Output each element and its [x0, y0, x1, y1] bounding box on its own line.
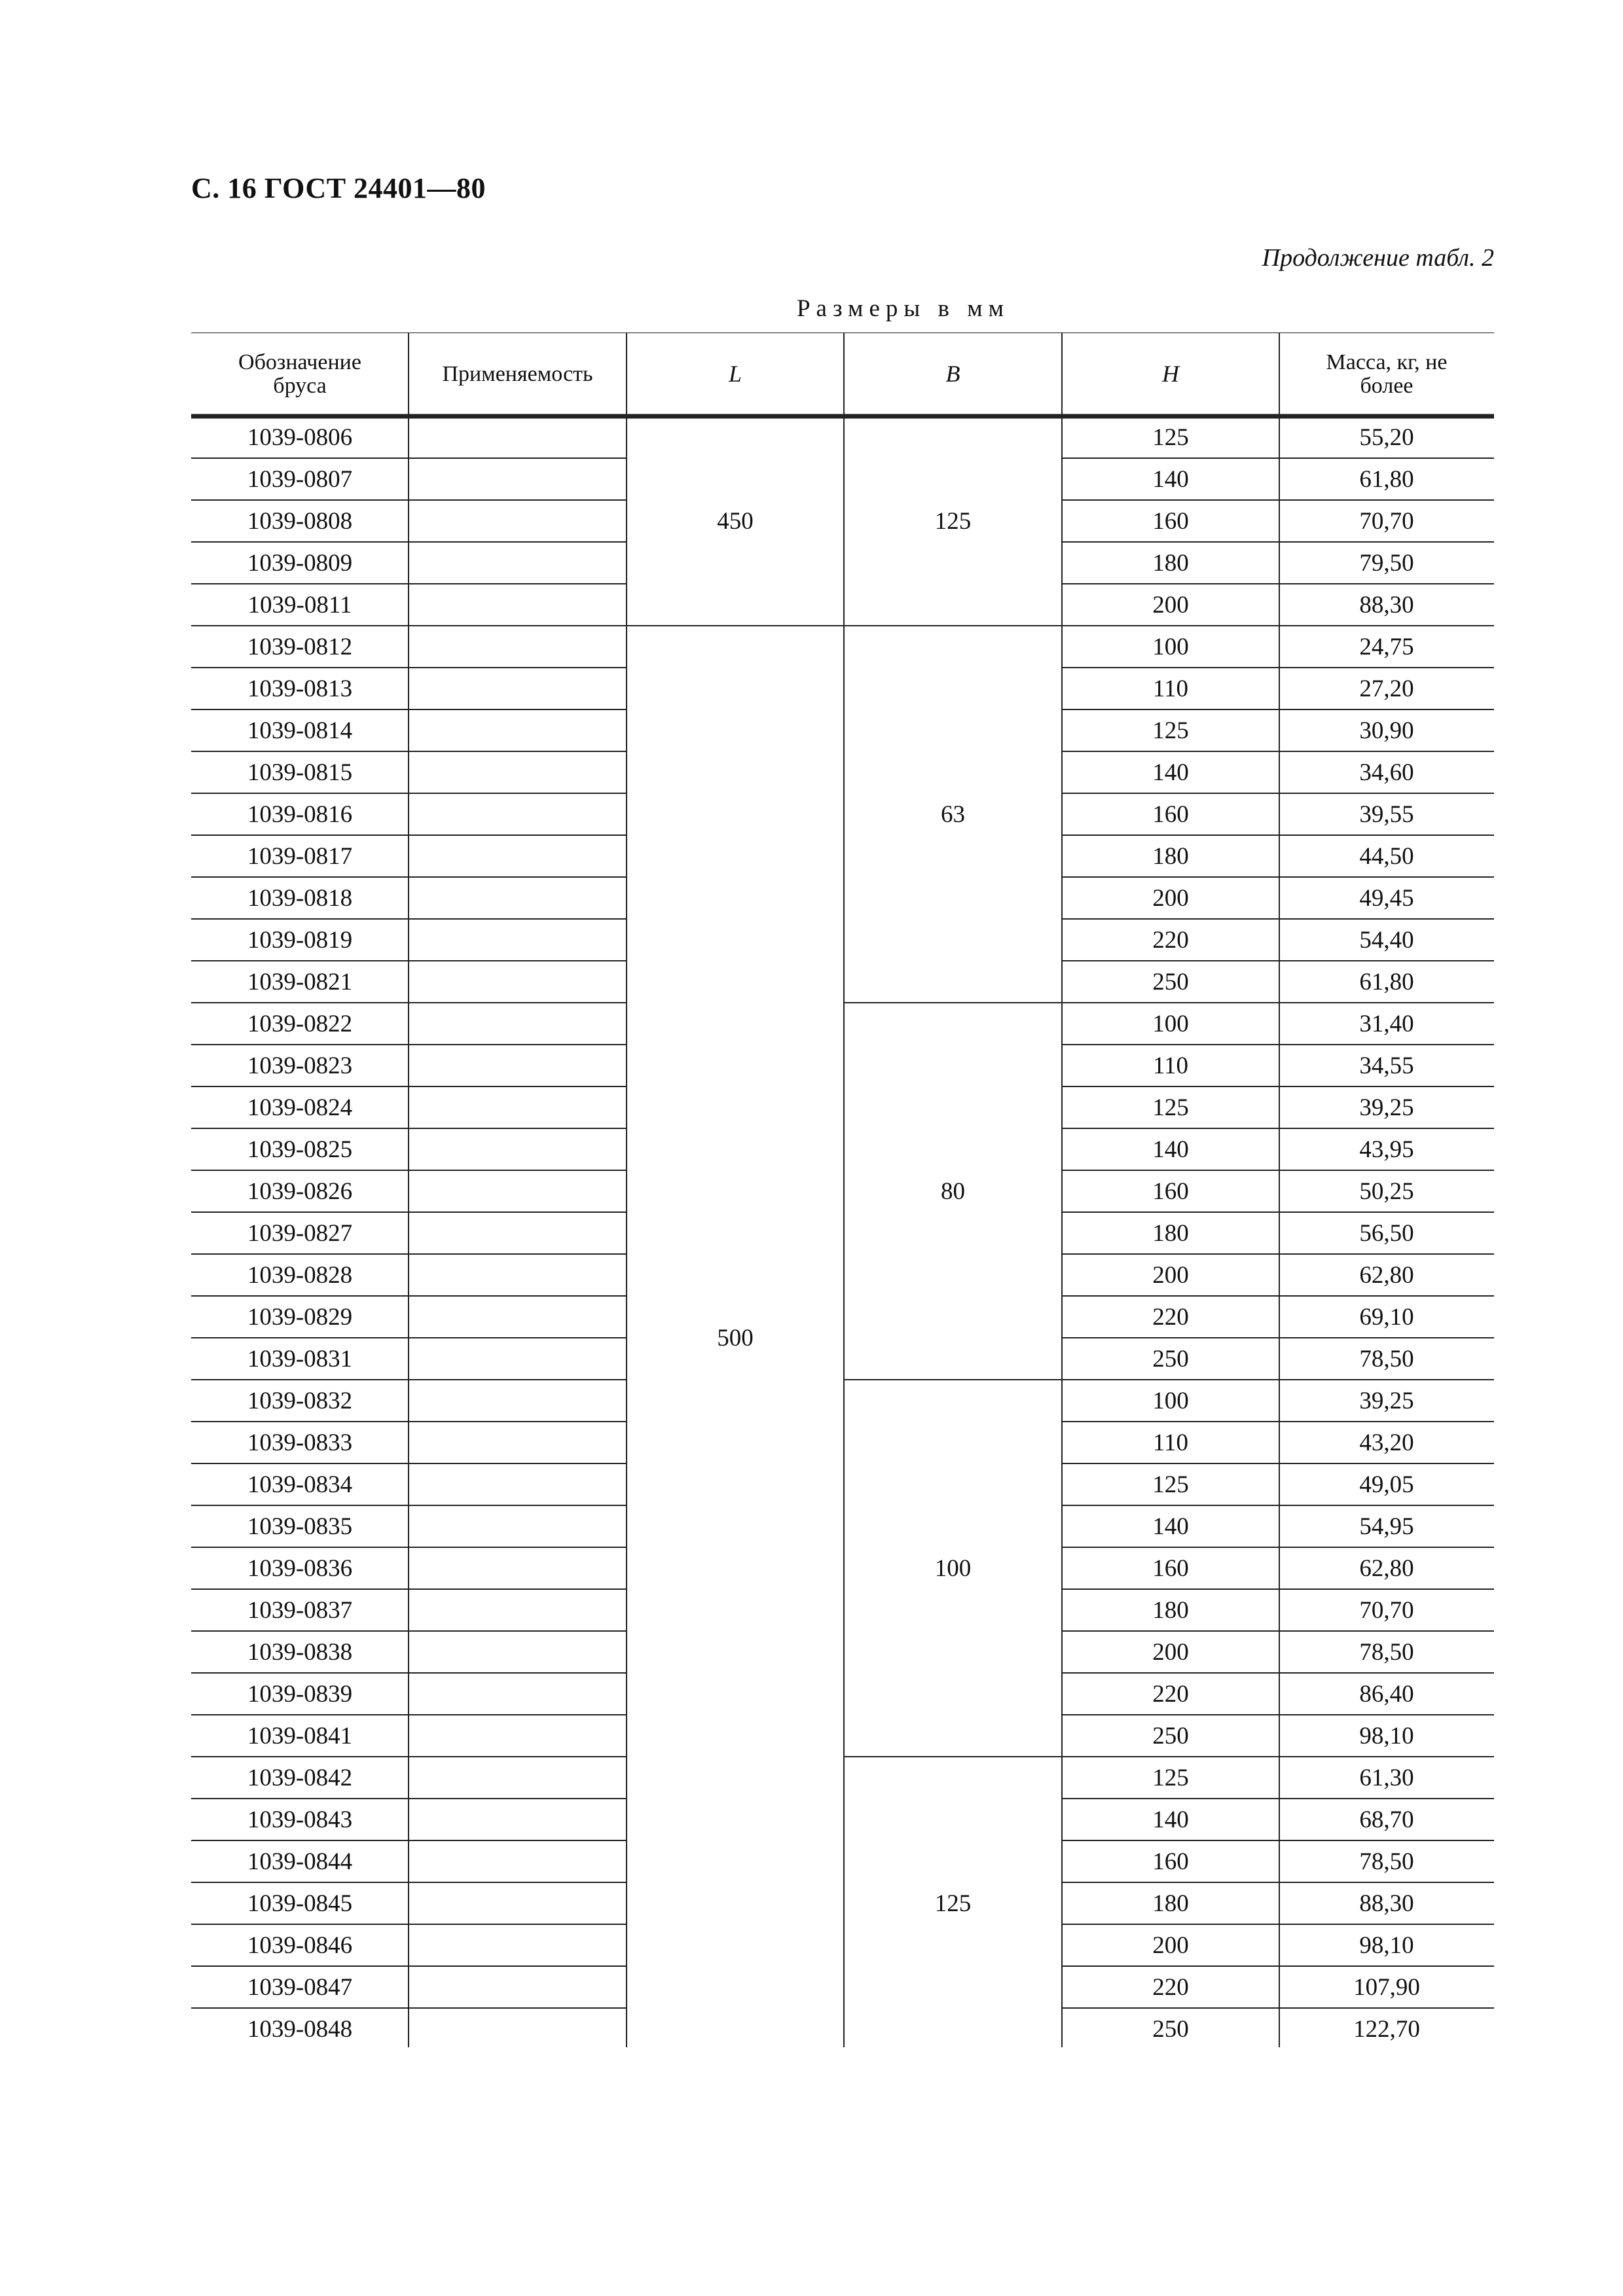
cell-mass: 61,80 — [1359, 968, 1414, 996]
cell-mass: 86,40 — [1359, 1680, 1414, 1708]
cell-designation: 1039-0838 — [247, 1638, 353, 1666]
cell-designation: 1039-0818 — [247, 884, 353, 912]
cell-applicability — [409, 1170, 627, 1212]
cell-mass: 39,55 — [1359, 800, 1414, 828]
cell-mass: 62,80 — [1359, 1261, 1414, 1289]
cell-mass: 122,70 — [1353, 2015, 1420, 2043]
cell-mass: 31,40 — [1359, 1010, 1414, 1037]
cell-applicability — [409, 1296, 627, 1338]
cell-h: 100 — [1152, 1010, 1189, 1037]
cell-applicability — [409, 1254, 627, 1296]
cell-designation: 1039-0832 — [247, 1387, 353, 1414]
cell-designation: 1039-0847 — [247, 1973, 353, 2001]
cell-h: 200 — [1152, 591, 1189, 619]
cell-applicability — [409, 416, 627, 458]
cell-applicability — [409, 1882, 627, 1924]
cell-h: 180 — [1152, 549, 1189, 577]
cell-applicability — [409, 1547, 627, 1589]
cell-h: 140 — [1152, 1136, 1189, 1163]
cell-designation: 1039-0806 — [247, 423, 353, 451]
cell-mass: 54,40 — [1359, 926, 1414, 954]
cell-mass: 78,50 — [1359, 1848, 1414, 1875]
cell-h: 125 — [1152, 1471, 1189, 1498]
cell-mass: 107,90 — [1353, 1973, 1420, 2001]
cell-h: 180 — [1152, 842, 1189, 870]
cell-h: 220 — [1152, 926, 1189, 954]
cell-designation: 1039-0831 — [247, 1345, 353, 1372]
cell-mass: 49,45 — [1359, 884, 1414, 912]
cell-applicability — [409, 1966, 627, 2008]
cell-mass: 50,25 — [1359, 1177, 1414, 1205]
cell-h: 220 — [1152, 1973, 1189, 2001]
header-L: L — [728, 361, 742, 387]
cell-applicability — [409, 1380, 627, 1422]
cell-mass: 56,50 — [1359, 1219, 1414, 1247]
cell-mass: 78,50 — [1359, 1638, 1414, 1666]
cell-applicability — [409, 793, 627, 835]
cell-designation: 1039-0836 — [247, 1554, 353, 1582]
cell-applicability — [409, 709, 627, 751]
cell-mass: 44,50 — [1359, 842, 1414, 870]
cell-b-group: 63 — [941, 800, 965, 828]
cell-h: 100 — [1152, 633, 1189, 660]
cell-mass: 54,95 — [1359, 1513, 1414, 1540]
cell-applicability — [409, 2008, 627, 2050]
cell-h: 140 — [1152, 759, 1189, 786]
cell-applicability — [409, 1631, 627, 1673]
cell-mass: 39,25 — [1359, 1387, 1414, 1414]
cell-designation: 1039-0839 — [247, 1680, 353, 1708]
cell-designation: 1039-0822 — [247, 1010, 353, 1037]
cell-applicability — [409, 1715, 627, 1757]
cell-applicability — [409, 1086, 627, 1128]
cell-designation: 1039-0811 — [247, 591, 352, 619]
cell-h: 180 — [1152, 1890, 1189, 1917]
cell-mass: 70,70 — [1359, 1596, 1414, 1624]
cell-mass: 98,10 — [1359, 1722, 1414, 1749]
cell-mass: 78,50 — [1359, 1345, 1414, 1372]
cell-b-group: 100 — [934, 1554, 972, 1582]
cell-l-group: 500 — [717, 1324, 754, 1352]
cell-h: 140 — [1152, 1806, 1189, 1833]
cell-applicability — [409, 542, 627, 584]
cell-h: 250 — [1152, 1345, 1189, 1372]
page-title: С. 16 ГОСТ 24401—80 — [191, 172, 486, 204]
cell-applicability — [409, 1422, 627, 1463]
cell-applicability — [409, 919, 627, 961]
cell-h: 220 — [1152, 1680, 1189, 1708]
header-H: H — [1162, 361, 1179, 387]
cell-applicability — [409, 1212, 627, 1254]
cell-applicability — [409, 626, 627, 668]
cell-designation: 1039-0848 — [247, 2015, 353, 2043]
cell-applicability — [409, 500, 627, 542]
cell-h: 160 — [1152, 800, 1189, 828]
cell-designation: 1039-0844 — [247, 1848, 353, 1875]
cell-applicability — [409, 584, 627, 626]
header-mass: Масса, кг, не более — [1326, 350, 1448, 398]
cell-mass: 49,05 — [1359, 1471, 1414, 1498]
cell-h: 110 — [1152, 1052, 1189, 1079]
cell-applicability — [409, 1003, 627, 1045]
cell-applicability — [409, 668, 627, 709]
cell-applicability — [409, 877, 627, 919]
cell-h: 250 — [1152, 1722, 1189, 1749]
dimensions-table — [191, 332, 1494, 2047]
header-applicability: Применяемость — [442, 362, 593, 387]
cell-mass: 98,10 — [1359, 1931, 1414, 1959]
cell-applicability — [409, 1924, 627, 1966]
cell-mass: 88,30 — [1359, 591, 1414, 619]
cell-h: 160 — [1152, 1177, 1189, 1205]
cell-b-group: 125 — [934, 1890, 972, 1917]
cell-mass: 30,90 — [1359, 717, 1414, 744]
cell-designation: 1039-0826 — [247, 1177, 353, 1205]
cell-mass: 43,20 — [1359, 1429, 1414, 1456]
cell-designation: 1039-0808 — [247, 507, 353, 535]
cell-h: 220 — [1152, 1303, 1189, 1331]
cell-applicability — [409, 751, 627, 793]
cell-h: 110 — [1152, 1429, 1189, 1456]
cell-designation: 1039-0837 — [247, 1596, 353, 1624]
cell-h: 250 — [1152, 968, 1189, 996]
cell-designation: 1039-0829 — [247, 1303, 353, 1331]
cell-h: 125 — [1152, 1094, 1189, 1121]
cell-h: 140 — [1152, 465, 1189, 493]
cell-mass: 88,30 — [1359, 1890, 1414, 1917]
cell-designation: 1039-0843 — [247, 1806, 353, 1833]
cell-designation: 1039-0834 — [247, 1471, 353, 1498]
cell-designation: 1039-0842 — [247, 1764, 353, 1791]
cell-h: 125 — [1152, 423, 1189, 451]
header-B: B — [945, 361, 960, 387]
cell-applicability — [409, 1673, 627, 1715]
cell-designation: 1039-0846 — [247, 1931, 353, 1959]
cell-mass: 43,95 — [1359, 1136, 1414, 1163]
cell-designation: 1039-0815 — [247, 759, 353, 786]
cell-applicability — [409, 1505, 627, 1547]
cell-designation: 1039-0816 — [247, 800, 353, 828]
cell-designation: 1039-0845 — [247, 1890, 353, 1917]
header-designation: Обозначение бруса — [238, 350, 361, 398]
cell-mass: 34,60 — [1359, 759, 1414, 786]
cell-applicability — [409, 1338, 627, 1380]
cell-h: 200 — [1152, 1261, 1189, 1289]
cell-designation: 1039-0833 — [247, 1429, 353, 1456]
cell-mass: 27,20 — [1359, 675, 1414, 702]
units-caption: Размеры в мм — [796, 295, 1010, 322]
cell-mass: 68,70 — [1359, 1806, 1414, 1833]
cell-h: 180 — [1152, 1219, 1189, 1247]
cell-applicability — [409, 835, 627, 877]
cell-applicability — [409, 1840, 627, 1882]
cell-mass: 79,50 — [1359, 549, 1414, 577]
cell-mass: 61,30 — [1359, 1764, 1414, 1791]
cell-h: 100 — [1152, 1387, 1189, 1414]
cell-mass: 39,25 — [1359, 1094, 1414, 1121]
cell-designation: 1039-0823 — [247, 1052, 353, 1079]
cell-b-group: 125 — [934, 507, 972, 535]
cell-designation: 1039-0819 — [247, 926, 353, 954]
cell-designation: 1039-0814 — [247, 717, 353, 744]
cell-mass: 55,20 — [1359, 423, 1414, 451]
cell-designation: 1039-0817 — [247, 842, 353, 870]
cell-h: 200 — [1152, 1638, 1189, 1666]
cell-designation: 1039-0835 — [247, 1513, 353, 1540]
cell-h: 125 — [1152, 1764, 1189, 1791]
cell-applicability — [409, 1045, 627, 1086]
cell-designation: 1039-0813 — [247, 675, 353, 702]
cell-applicability — [409, 1463, 627, 1505]
cell-designation: 1039-0841 — [247, 1722, 353, 1749]
cell-designation: 1039-0809 — [247, 549, 353, 577]
cell-h: 160 — [1152, 1848, 1189, 1875]
cell-h: 250 — [1152, 2015, 1189, 2043]
cell-applicability — [409, 961, 627, 1003]
cell-designation: 1039-0827 — [247, 1219, 353, 1247]
cell-l-group: 450 — [717, 507, 754, 535]
cell-designation: 1039-0807 — [247, 465, 353, 493]
cell-applicability — [409, 1757, 627, 1799]
cell-designation: 1039-0824 — [247, 1094, 353, 1121]
cell-b-group: 80 — [941, 1177, 965, 1205]
cell-h: 160 — [1152, 1554, 1189, 1582]
cell-h: 125 — [1152, 717, 1189, 744]
cell-designation: 1039-0821 — [247, 968, 353, 996]
cell-mass: 34,55 — [1359, 1052, 1414, 1079]
cell-mass: 61,80 — [1359, 465, 1414, 493]
cell-designation: 1039-0825 — [247, 1136, 353, 1163]
cell-mass: 70,70 — [1359, 507, 1414, 535]
cell-applicability — [409, 1799, 627, 1840]
cell-mass: 24,75 — [1359, 633, 1414, 660]
cell-h: 140 — [1152, 1513, 1189, 1540]
cell-designation: 1039-0812 — [247, 633, 353, 660]
table-continuation-label: Продолжение табл. 2 — [1262, 244, 1494, 272]
cell-applicability — [409, 1128, 627, 1170]
cell-applicability — [409, 1589, 627, 1631]
cell-h: 200 — [1152, 1931, 1189, 1959]
cell-designation: 1039-0828 — [247, 1261, 353, 1289]
cell-mass: 69,10 — [1359, 1303, 1414, 1331]
cell-h: 160 — [1152, 507, 1189, 535]
cell-h: 110 — [1152, 675, 1189, 702]
cell-applicability — [409, 458, 627, 500]
cell-mass: 62,80 — [1359, 1554, 1414, 1582]
cell-h: 180 — [1152, 1596, 1189, 1624]
cell-h: 200 — [1152, 884, 1189, 912]
